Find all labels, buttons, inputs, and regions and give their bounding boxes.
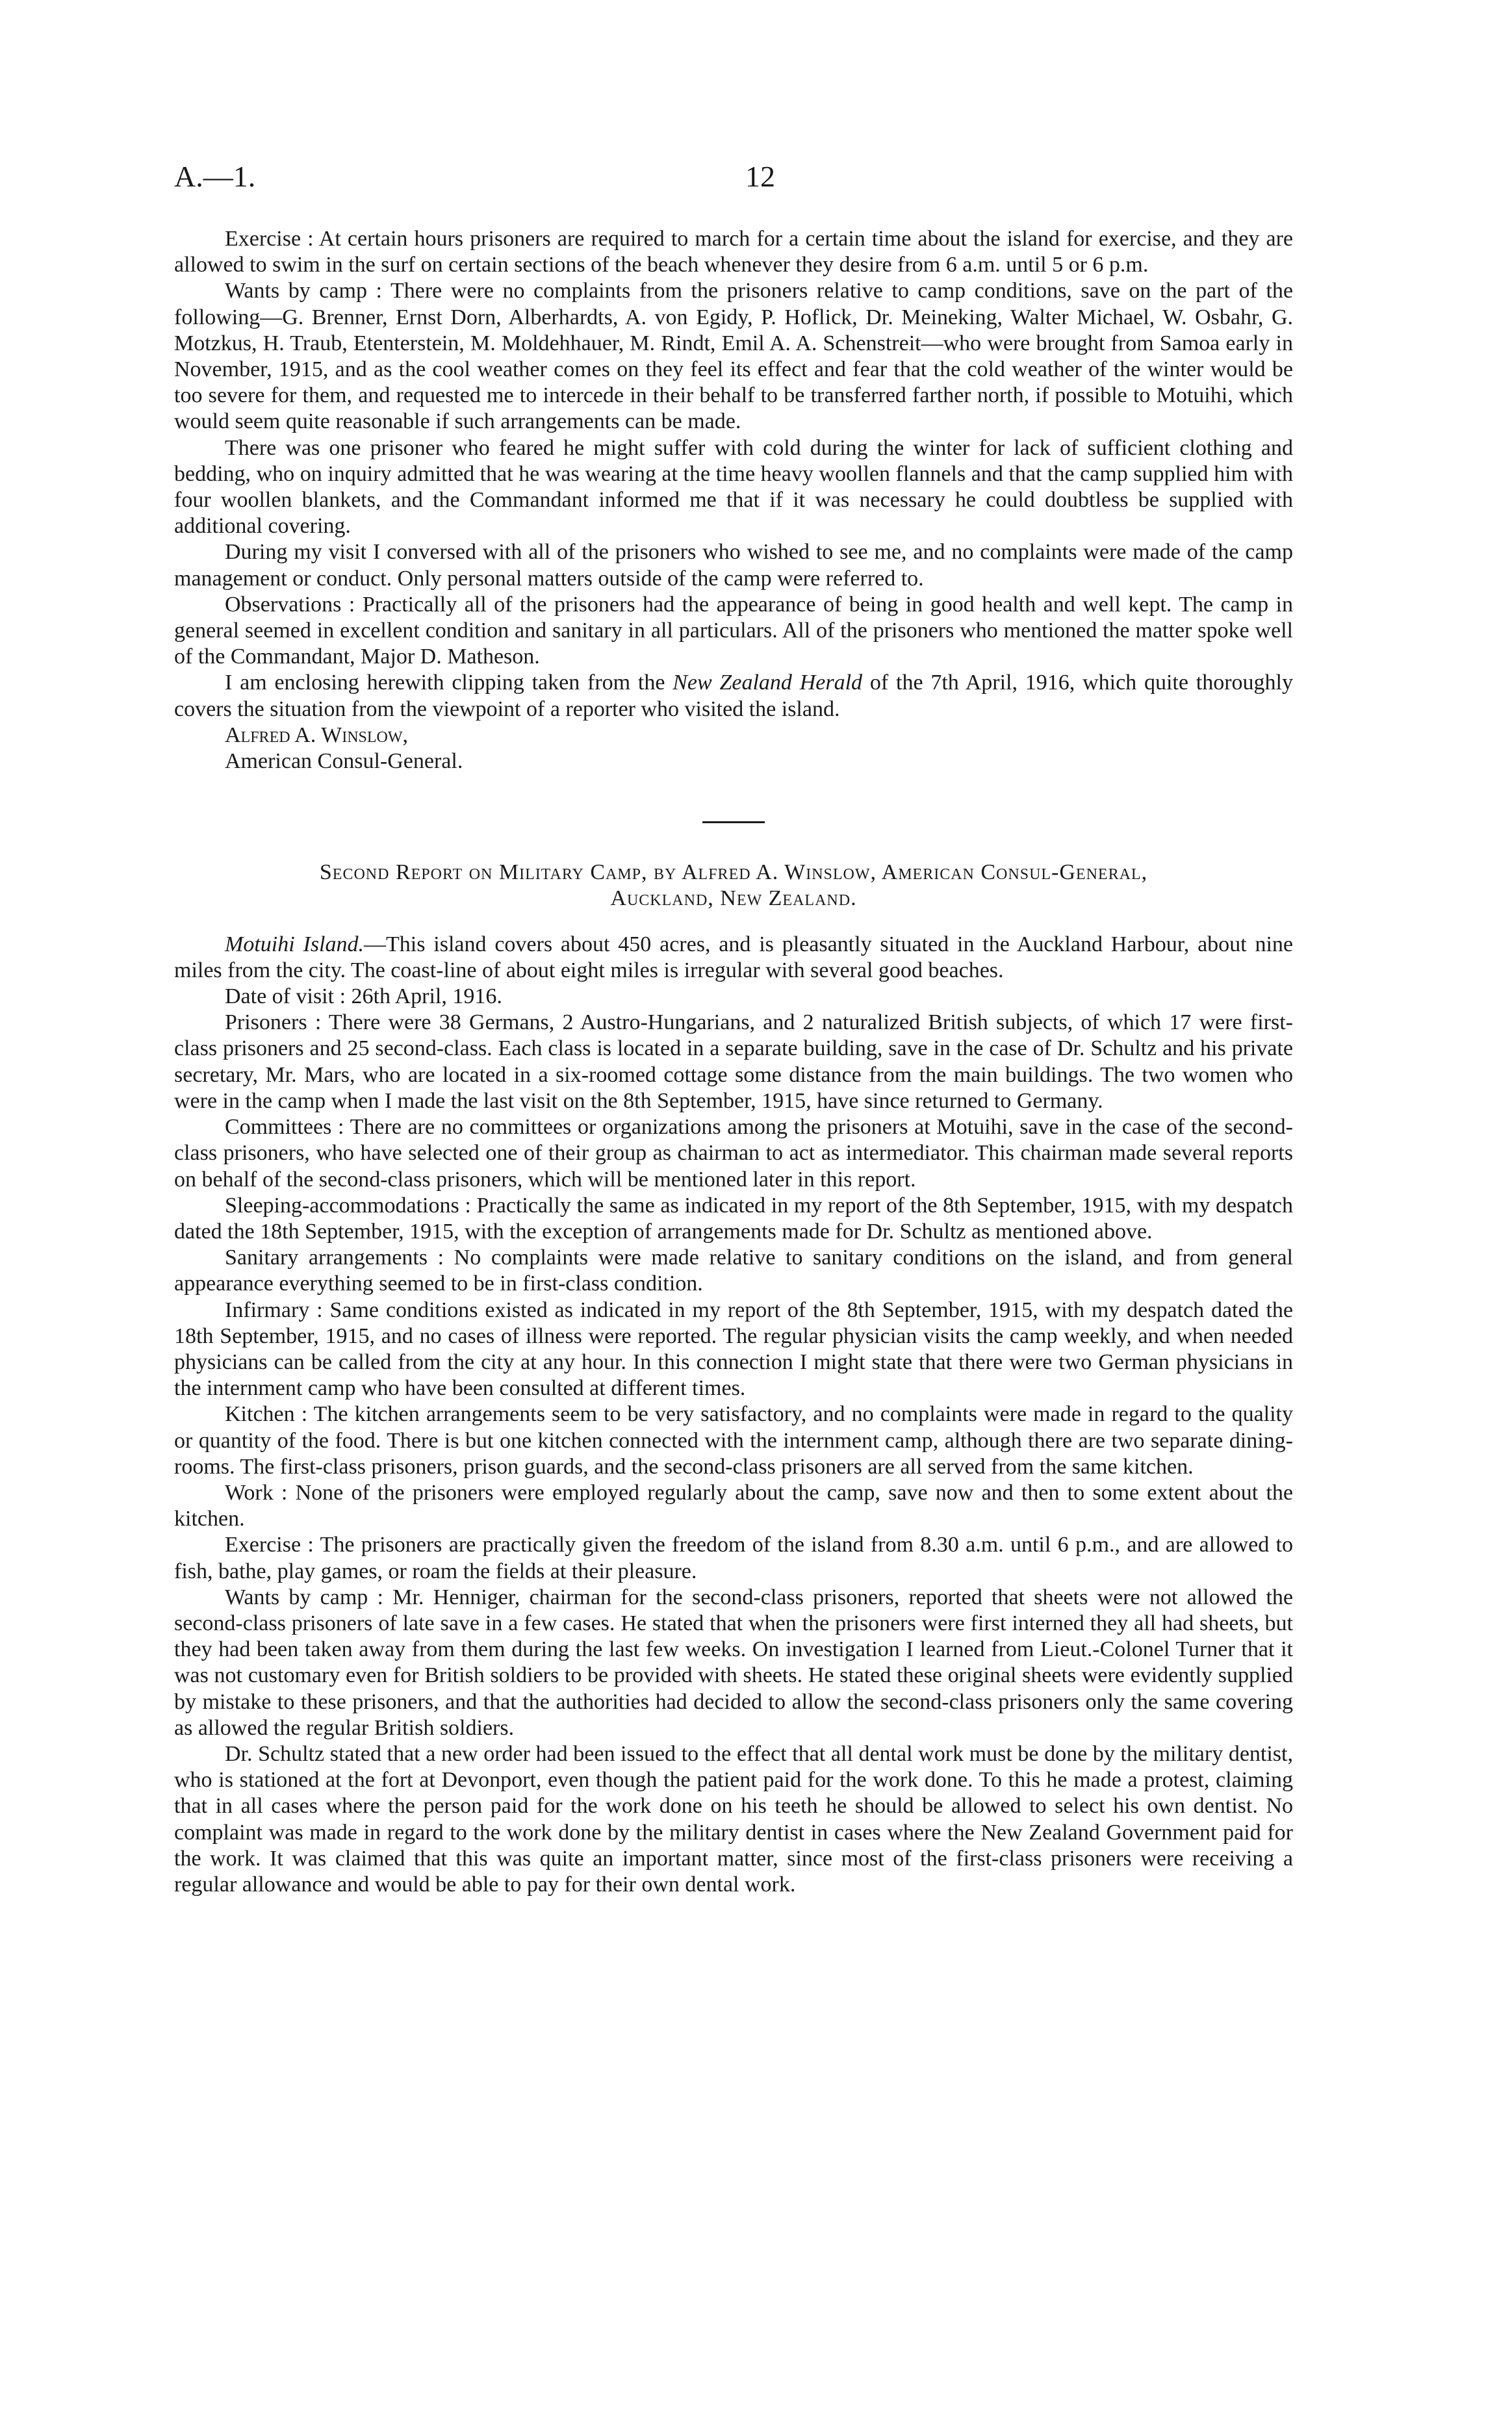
paragraph-intro bbox=[174, 932, 1293, 984]
paragraph-text: During my visit I conversed with all of the prisoners who wished to see me, and no complaints were made of the camp management or conduct. Only personal matters outside of the camp were referred to. bbox=[174, 540, 1293, 591]
paragraph-label: Exercise : bbox=[225, 227, 314, 251]
paragraph-sanitary bbox=[174, 1245, 1293, 1297]
paragraph-text: I am enclosing herewith clipping taken from the bbox=[225, 671, 673, 695]
paragraph-committees bbox=[174, 1114, 1293, 1193]
paragraph-infirmary bbox=[174, 1298, 1293, 1402]
heading-line: Second Report on Military Camp, by Alfred A. Winslow, American Consul-General, bbox=[319, 860, 1148, 885]
newspaper-title: New Zealand Herald bbox=[673, 671, 863, 695]
paragraph-exercise bbox=[174, 226, 1293, 278]
signature-title: American Consul-General. bbox=[225, 749, 463, 774]
paragraph-prisoners bbox=[174, 1010, 1293, 1114]
paragraph-visit bbox=[174, 539, 1293, 591]
paragraph-cold-prisoner bbox=[174, 435, 1293, 540]
paragraph-text: Practically the same as indicated in my report of the 8th September, 1915, with my despatch dated the 18th September, 1915, with the exception of arrangements made for Dr. Schultz as mentioned above. bbox=[174, 1193, 1294, 1244]
paragraph-label: Observations : bbox=[225, 592, 355, 617]
paragraph-text: —This island covers about 450 acres, and is pleasantly situated in the Auckland Harbour, about nine miles from the city. The coast-line of about eight miles is irregular with several good beaches. bbox=[174, 932, 1293, 982]
paragraph-sleeping bbox=[174, 1193, 1293, 1245]
first-report bbox=[174, 226, 1293, 774]
paragraph-text: Dr. Schultz stated that a new order had been issued to the effect that all dental work must be done by the military dentist, who is stationed at the fort at Devonport, even though the patient paid for the work done. To this he made a protest, claiming that in all cases where the person paid for the work done on his teeth he should be allowed to select his own dentist. No complaint was made in regard to the work done by the military dentist in cases where the New Zealand Government paid for the work. It was claimed that this was quite an important matter, since most of the first-class prisoners were receiving a regular allowance and would be able to pay for their own dental work. bbox=[174, 1741, 1293, 1897]
page-number: 12 bbox=[745, 160, 775, 193]
paragraph-label: Prisoners : bbox=[225, 1010, 322, 1035]
paragraph-text: Practically all of the prisoners had the appearance of being in good health and well kept. The camp in general seemed in excellent condition and sanitary in all particulars. All of the prisoners who mentioned the matter spoke well of the Commandant, Major D. Matheson. bbox=[174, 592, 1294, 669]
paragraph-label: Kitchen : bbox=[225, 1402, 308, 1427]
paragraph-text: Same conditions existed as indicated in my report of the 8th September, 1915, with my despatch dated the 18th September, 1915, and no cases of illness were reported. The regular physician visits the camp weekly, and when needed physicians can be called from the city at any hour. In this connection I might state that there were two German physicians in the internment camp who have been consulted at different times. bbox=[174, 1298, 1293, 1401]
second-report bbox=[174, 860, 1293, 1898]
paragraph-text: At certain hours prisoners are required to march for a certain time about the island for exercise, and they are allowed to swim in the surf on certain sections of the beach whenever they desire from 6 a.m. until 5 or 6 p.m. bbox=[174, 227, 1293, 277]
report-heading bbox=[174, 860, 1293, 912]
paragraph-label: Infirmary : bbox=[225, 1298, 323, 1322]
paragraph-label: Date of visit : bbox=[225, 984, 346, 1009]
paragraph-text: No complaints were made relative to sanitary conditions on the island, and from general appearance everything seemed to be in first-class condition. bbox=[174, 1246, 1293, 1296]
document-body bbox=[174, 226, 1293, 1898]
paragraph-text: There are no committees or organizations among the prisoners at Motuihi, save in the case of the second-class prisoners, who have selected one of their group as chairman to act as intermediator. This chairman made several reports on behalf of the second-class prisoners, which will be mentioned later in this report. bbox=[174, 1115, 1293, 1192]
paragraph-text: Mr. Henniger, chairman for the second-class prisoners, reported that sheets were not allowed the second-class prisoners of late save in a few cases. He stated that when the prisoners were first interned they all had sheets, but they had been taken away from them during the last few weeks. On investigation I learned from Lieut.-Colonel Turner that it was not customary even for British soldiers to be provided with sheets. He stated these original sheets were evidently supplied by mistake to these prisoners, and that the authorities had decided to allow the second-class prisoners only the same covering as allowed the regular British soldiers. bbox=[174, 1585, 1293, 1740]
document-reference: A.—1. bbox=[174, 160, 256, 193]
paragraph-text: The kitchen arrangements seem to be very satisfactory, and no complaints were made in regard to the quality or quantity of the food. There is but one kitchen connected with the internment camp, although there are two separate dining-rooms. The first-class prisoners, prison guards, and the second-class prisoners are all served from the same kitchen. bbox=[174, 1402, 1293, 1479]
paragraph-wants-by-camp-2 bbox=[174, 1585, 1293, 1741]
paragraph-label: Exercise : bbox=[225, 1533, 314, 1557]
section-divider bbox=[702, 821, 765, 823]
paragraph-kitchen bbox=[174, 1401, 1293, 1480]
paragraph-text: 26th April, 1916. bbox=[346, 984, 502, 1009]
paragraph-dental bbox=[174, 1741, 1293, 1898]
paragraph-label: Sanitary arrangements : bbox=[225, 1246, 444, 1270]
paragraph-label: Committees : bbox=[225, 1115, 344, 1140]
paragraph-text: There were no complaints from the prisoners relative to camp conditions, save on the part of the following—G. Brenner, Ernst Dorn, Alberhardts, A. von Egidy, P. Hoflick, Dr. Meineking, Walter Michael, W. Osbahr, G. Motzkus, H. Traub, Etenterstein, M. Moldehhauer, M. Rindt, Emil A. A. Schenstreit—who were brought from Samoa early in November, 1915, and as the cool weather comes on they feel its effect and fear that the cold weather of the winter would be too severe for them, and requested me to intercede in their behalf to be transferred farther north, if possible to Motuihi, which would seem quite reasonable if such arrangements can be made. bbox=[174, 279, 1293, 434]
paragraph-exercise-2 bbox=[174, 1532, 1293, 1584]
paragraph-observations bbox=[174, 592, 1293, 671]
paragraph-clipping bbox=[174, 670, 1293, 722]
paragraph-work bbox=[174, 1480, 1293, 1532]
paragraph-text: There was one prisoner who feared he might suffer with cold during the winter for lack of sufficient clothing and bedding, who on inquiry admitted that he was wearing at the time heavy woollen flannels and that the camp supplied him with four woollen blankets, and the Commandant informed me that if it was necessary he could doubtless be supplied with additional covering. bbox=[174, 435, 1293, 539]
paragraph-wants-by-camp bbox=[174, 278, 1293, 435]
place-name: Motuihi Island. bbox=[225, 932, 364, 956]
paragraph-text: None of the prisoners were employed regularly about the camp, save now and then to some extent about the kitchen. bbox=[174, 1480, 1293, 1531]
paragraph-label: Sleeping-accommodations : bbox=[225, 1193, 471, 1218]
heading-line: Auckland, New Zealand. bbox=[610, 886, 857, 911]
paragraph-date-of-visit bbox=[174, 984, 1293, 1010]
signature-name: Alfred A. Winslow, bbox=[225, 723, 409, 747]
paragraph-label: Wants by camp : bbox=[225, 1585, 383, 1609]
paragraph-text: There were 38 Germans, 2 Austro-Hungarians, and 2 naturalized British subjects, of which 17 were first-class prisoners and 25 second-class. Each class is located in a separate building, save in the case of Dr. Schultz and his private secretary, Mr. Mars, who are located in a six-roomed cottage some distance from the main buildings. The two women who were in the camp when I made the last visit on the 8th September, 1915, have since returned to Germany. bbox=[174, 1010, 1293, 1113]
paragraph-text: The prisoners are practically given the freedom of the island from 8.30 a.m. until 6 p.m., and are allowed to fish, bathe, play games, or roam the fields at their pleasure. bbox=[174, 1533, 1293, 1583]
paragraph-label: Work : bbox=[225, 1480, 288, 1505]
page-header bbox=[0, 159, 1512, 205]
paragraph-text: of the 7th April, 1916, which quite thoroughly covers the situation from the viewpoint of a reporter who visited the island. bbox=[174, 671, 1293, 721]
paragraph-label: Wants by camp : bbox=[225, 279, 382, 303]
